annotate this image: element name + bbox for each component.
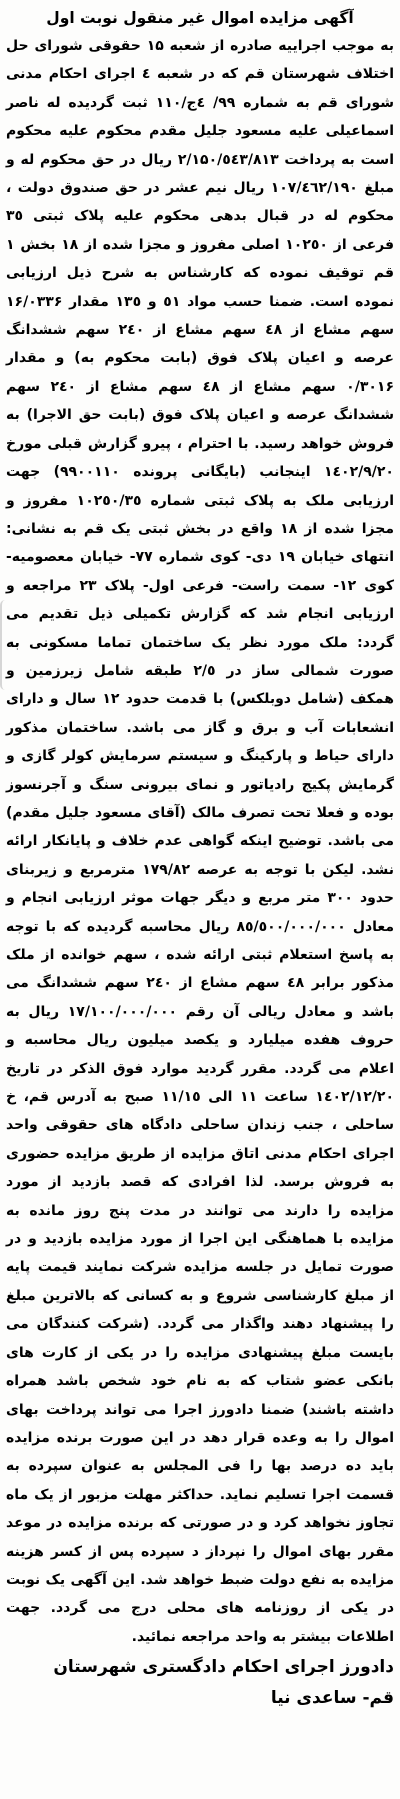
- signature-line-1: دادورز اجرای احکام دادگستری شهرستان: [53, 1657, 394, 1678]
- notice-body: به موجب اجراییه صادره از شعبه ۱۵ حقوقی شورای حل اختلاف شهرستان قم که در شعبه ٤ اجرای احکام مدنی شورای قم به شماره ۹۹/ ٤ج/۱۱۰ ثبت گردیده له ناصر اسماعیلی علیه مسعود جلیل مقدم محکوم علیه محکوم است به پرداخت ۲/۱۵۰/٥٤۳/۸۱۳ ریال در حق محکوم له و مبلغ ۱۰۷/٤٦۲/۱۹۰ ریال نیم عشر در حق صندوق دولت ، محکوم له در قبال بدهی محکوم علیه پلاک ثبتی ۳٥ فرعی از ۱۰۲٥۰ اصلی مفروز و مجزا شده از ۱۸ بخش ۱ قم توقیف نموده که کارشناس به شرح ذیل ارزیابی نموده است. ضمنا حسب مواد ٥۱ و ۱۳٥ مقدار ۱۶/۰۳۳۶ سهم مشاع از ٤۸ سهم مشاع از ۲٤۰ سهم ششدانگ عرصه و اعیان پلاک فوق (بابت محکوم به) و مقدار ۰/۳۰۱۶ سهم مشاع از ٤۸ سهم مشاع از ۲٤۰ سهم ششدانگ عرصه و اعیان پلاک فوق (بابت حق الاجرا) به فروش خواهد رسید. با احترام ، پیرو گزارش قبلی مورخ ۱٤۰۲/۹/۲۰ اینجانب (بایگانی پرونده ۹۹۰۰۱۱۰) جهت ارزیابی ملک به پلاک ثبتی شماره ۱۰۲٥۰/۳٥ مفروز و مجزا شده از ۱۸ واقع در بخش ثبتی یک قم به نشانی: انتهای خیابان ۱۹ دی- کوی شماره ۷۷- خیابان معصومیه- کوی ۱۲- سمت راست- فرعی اول- پلاک ۲۳ مراجعه و ارزیابی انجام شد که گزارش تکمیلی ذیل تقدیم می گردد: ملک مورد نظر یک ساختمان تماما مسکونی به صورت شمالی ساز در ۲/٥ طبقه شامل زیرزمین و همکف (شامل دوبلکس) با قدمت حدود ۱۲ سال و دارای انشعابات آب و برق و گاز می باشد. ساختمان مذکور دارای حیاط و پارکینگ و سیستم سرمایش کولر گازی و گرمایش پکیج رادیاتور و نمای بیرونی سنگ و آجرنسوز بوده و فعلا تحت تصرف مالک (آقای مسعود جلیل مقدم) می باشد. توضیح اینکه گواهی عدم خلاف و پایانکار ارائه نشد. لیکن با توجه به عرصه ۱۷۹/۸۲ مترمربع و زیربنای حدود ۳۰۰ متر مربع و دیگر جهات موثر ارزیابی انجام و معادل ۸٥/٥۰۰/۰۰۰/۰۰۰ ریال محاسبه گردیده که با توجه به پاسخ استعلام ثبتی ارائه شده ، سهم خوانده از ملک مذکور برابر ٤۸ سهم مشاع از ۲٤۰ سهم ششدانگ می باشد و معادل ریالی آن رقم ۱۷/۱۰۰/۰۰۰/۰۰۰ ریال به حروف هفده میلیارد و یکصد میلیون ریال محاسبه و اعلام می گردد. مقرر گردید موارد فوق الذکر در تاریخ ۱٤۰۲/۱۲/۲۰ ساعت ۱۱ الی ۱۱/۱٥ صبح به آدرس قم، خ ساحلی ، جنب زندان ساحلی دادگاه های حقوقی واحد اجرای احکام مدنی اتاق مزایده از طریق مزایده حضوری به فروش برسد. لذا افرادی که قصد بازدید از مورد مزایده را دارند می توانند در مدت پنج روز مانده به مزایده با هماهنگی این اجرا از مورد مزایده بازدید و در صورت تمایل در جلسه مزایده شرکت نمایند قیمت پایه از مبلغ کارشناسی شروع و به کسانی که بالاترین مبلغ را پیشنهاد دهند واگذار می گردد. (شرکت کنندگان می بایست مبلغ پیشنهادی مزایده را در یکی از کارت های بانکی عضو شتاب که به نام خود شخص باشد همراه داشته باشند) ضمنا دادورز اجرا می تواند پرداخت بهای اموال را به وعده قرار دهد در این صورت برنده مزایده باید ده درصد بها را فی المجلس به عنوان سپرده به قسمت اجرا تسلیم نماید. حداکثر مهلت مزبور از یک ماه تجاوز نخواهد کرد و در صورتی که برنده مزایده در موعد مقرر بهای اموال را نپرداز د سپرده پس از کسر هزینه مزایده به نفع دولت ضبط خواهد شد. این آگهی یک نوبت در یکی از روزنامه های محلی درج می گردد. جهت اطلاعات بیشتر به واحد مراجعه نمائید.: [6, 38, 395, 1645]
- signature-line-2: قم- ساعدی نیا: [270, 1688, 394, 1709]
- scan-margin-mark: [0, 600, 10, 690]
- notice-title: آگهی مزایده اموال غیر منقول نوبت اول: [46, 9, 354, 27]
